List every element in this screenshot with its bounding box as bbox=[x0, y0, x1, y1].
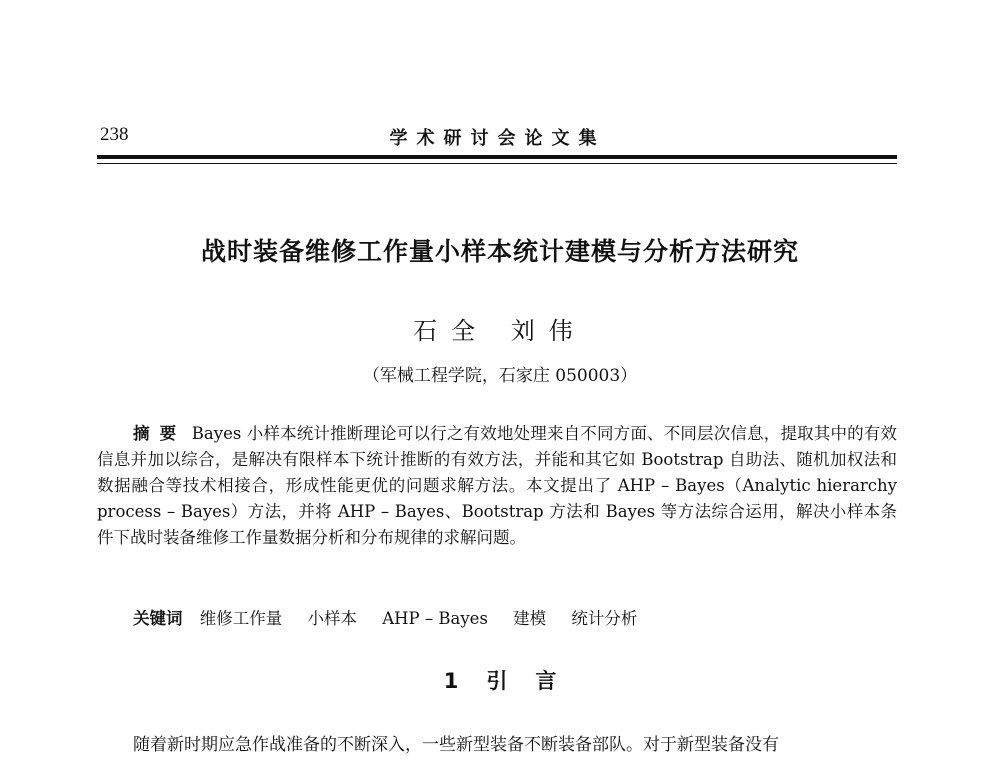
running-header bbox=[100, 124, 895, 154]
abstract bbox=[97, 421, 897, 551]
header-rule-thin bbox=[97, 163, 897, 164]
body-paragraph: 随着新时期应急作战准备的不断深入，一些新型装备不断装备部队。对于新型装备没有 bbox=[133, 735, 779, 755]
keyword: 小样本 bbox=[307, 609, 357, 628]
authors: 石全 刘伟 bbox=[413, 317, 587, 345]
keyword: 统计分析 bbox=[571, 609, 638, 628]
keywords bbox=[133, 606, 893, 632]
header-rule-thick bbox=[97, 155, 897, 159]
paper-title: 战时装备维修工作量小样本统计建模与分析方法研究 bbox=[200, 237, 799, 266]
section-heading bbox=[0, 665, 1000, 695]
keywords-label: 关键词 bbox=[133, 609, 183, 628]
section-title-part2: 言 bbox=[535, 669, 557, 693]
section-number: 1 bbox=[443, 669, 459, 693]
journal-title: 学术研讨会论文集 bbox=[389, 128, 606, 149]
affiliation: （军械工程学院，石家庄 050003） bbox=[362, 366, 638, 386]
keyword: AHP – Bayes bbox=[382, 609, 488, 628]
keyword: 维修工作量 bbox=[199, 609, 283, 628]
abstract-text: Bayes 小样本统计推断理论可以行之有效地处理来自不同方面、不同层次信息，提取其中的有效信息并加以综合，是解决有限样本下统计推断的有效方法，并能和其它如 Bootstrap 自助法、随机加权法和数据融合等技术相接合，形成性能更优的问题求解方法。本文提出了 AHP – Bayes（Analytic hierarchy process – Bayes）方法，并将 AHP – Bayes、Bootstrap 方法和 Bayes 等方法综合运用，解决小样本条件下战时装备维修工作量数据分析和分布规律的求解问题。 bbox=[97, 424, 898, 547]
abstract-label: 摘要 bbox=[133, 424, 187, 443]
keyword: 建模 bbox=[513, 609, 547, 628]
page-number: 238 bbox=[100, 124, 129, 145]
section-title-part1: 引 bbox=[486, 669, 508, 693]
